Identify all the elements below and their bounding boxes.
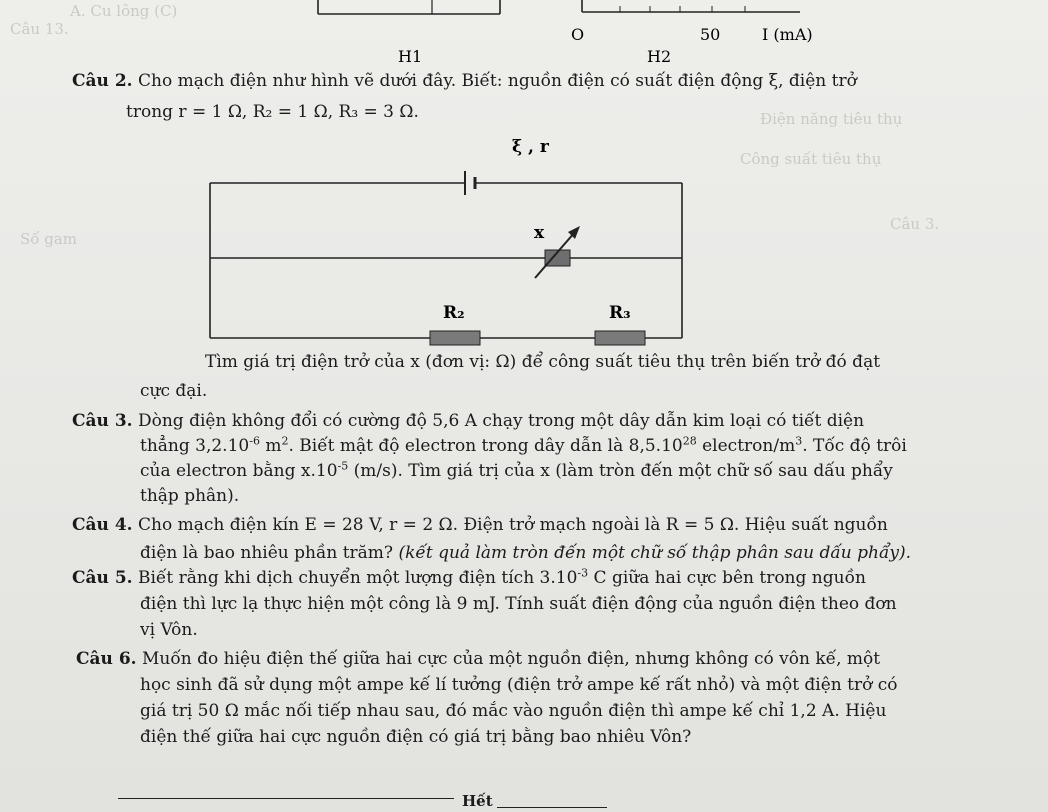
- exponent: 2: [281, 434, 289, 448]
- question-text-line: cực đại.: [140, 381, 208, 401]
- variable-resistor-label: x: [534, 223, 545, 243]
- text-part: của electron bằng x.10: [140, 461, 338, 481]
- bleed-through-text: Công suất tiêu thụ: [740, 150, 882, 168]
- question-text-line: điện thì lực lạ thực hiện một công là 9 mJ. Tính suất điện động của nguồn điện theo đơn: [140, 594, 897, 614]
- h2-label: H2: [647, 47, 672, 66]
- bleed-through-text: Câu 3.: [890, 215, 940, 233]
- question-number: Câu 6.: [76, 649, 137, 669]
- text-part: . Tốc độ trôi: [802, 436, 907, 456]
- h2-axis-unit: I (mA): [762, 25, 813, 44]
- r3-label: R₃: [609, 303, 631, 323]
- question-2: [72, 70, 857, 92]
- exponent: -3: [577, 566, 589, 580]
- text-part: điện là bao nhiêu phần trăm?: [140, 543, 399, 563]
- text-part: thẳng 3,2.10: [140, 436, 250, 456]
- text-part: electron/m: [696, 436, 796, 456]
- exponent: -6: [249, 434, 260, 448]
- question-number: Câu 2.: [72, 71, 133, 91]
- h2-origin-label: O: [571, 25, 585, 44]
- bleed-through-text: Câu 13.: [10, 20, 69, 38]
- question-6: [76, 648, 880, 670]
- footer-rule-left: [118, 798, 454, 799]
- question-text-line: thập phân).: [140, 486, 240, 506]
- r2-label: R₂: [443, 303, 465, 323]
- question-text-line: [140, 542, 911, 564]
- resistor-r2: [430, 331, 480, 345]
- footer-rule-right: [497, 807, 607, 808]
- question-text-line: học sinh đã sử dụng một ampe kế lí tưởng (điện trở ampe kế rất nhỏ) và một điện trở có: [140, 675, 898, 695]
- rounding-note: (kết quả làm tròn đến một chữ số thập phân sau dấu phẩy).: [398, 543, 912, 563]
- question-text: Dòng điện không đổi có cường độ 5,6 A chạy trong một dây dẫn kim loại có tiết diện: [137, 411, 865, 431]
- text-part: m: [259, 436, 282, 456]
- source-label: ξ , r: [512, 137, 549, 157]
- question-number: Câu 5.: [72, 568, 133, 588]
- question-text-line: trong r = 1 Ω, R₂ = 1 Ω, R₃ = 3 Ω.: [126, 102, 419, 122]
- h1-label: H1: [398, 47, 423, 66]
- question-text: Biết rằng khi dịch chuyển một lượng điện tích 3.10: [137, 568, 578, 588]
- top-figures: [0, 0, 1048, 70]
- question-text: Muốn đo hiệu điện thế giữa hai cực của một nguồn điện, nhưng không có vôn kế, một: [141, 649, 881, 669]
- question-text: Cho mạch điện như hình vẽ dưới đây. Biết: nguồn điện có suất điện động ξ, điện trở: [137, 71, 857, 91]
- question-5: [72, 567, 866, 589]
- exponent: 28: [682, 434, 697, 448]
- question-text-line: [140, 435, 907, 457]
- circuit-diagram: [200, 128, 700, 353]
- question-number: Câu 4.: [72, 515, 133, 535]
- bleed-through-text: A. Cu lông (C): [70, 2, 178, 20]
- question-text: Cho mạch điện kín E = 28 V, r = 2 Ω. Điện trở mạch ngoài là R = 5 Ω. Hiệu suất nguồn: [137, 515, 888, 535]
- h2-tick-label: 50: [700, 25, 721, 44]
- question-text-line: vị Vôn.: [140, 620, 198, 640]
- bleed-through-text: Số gam: [20, 230, 77, 248]
- question-text-line: [140, 460, 893, 482]
- text-part: (m/s). Tìm giá trị của x (làm tròn đến một chữ số sau dấu phẩy: [348, 461, 893, 481]
- question-4: [72, 514, 888, 536]
- bleed-through-text: Điện năng tiêu thụ: [760, 110, 903, 128]
- question-text: C giữa hai cực bên trong nguồn: [588, 568, 866, 588]
- end-marker: Hết: [462, 792, 493, 810]
- exponent: 3: [795, 434, 803, 448]
- question-text-line: Tìm giá trị điện trở của x (đơn vị: Ω) để công suất tiêu thụ trên biến trở đó đạt: [205, 352, 881, 372]
- question-text-line: điện thế giữa hai cực nguồn điện có giá trị bằng bao nhiêu Vôn?: [140, 727, 692, 747]
- text-part: . Biết mật độ electron trong dây dẫn là 8,5.10: [288, 436, 683, 456]
- question-number: Câu 3.: [72, 411, 133, 431]
- question-3: [72, 410, 864, 432]
- resistor-r3: [595, 331, 645, 345]
- exponent: -5: [337, 459, 349, 473]
- question-text-line: giá trị 50 Ω mắc nối tiếp nhau sau, đó mắc vào nguồn điện thì ampe kế chỉ 1,2 A. Hiệu: [140, 701, 887, 721]
